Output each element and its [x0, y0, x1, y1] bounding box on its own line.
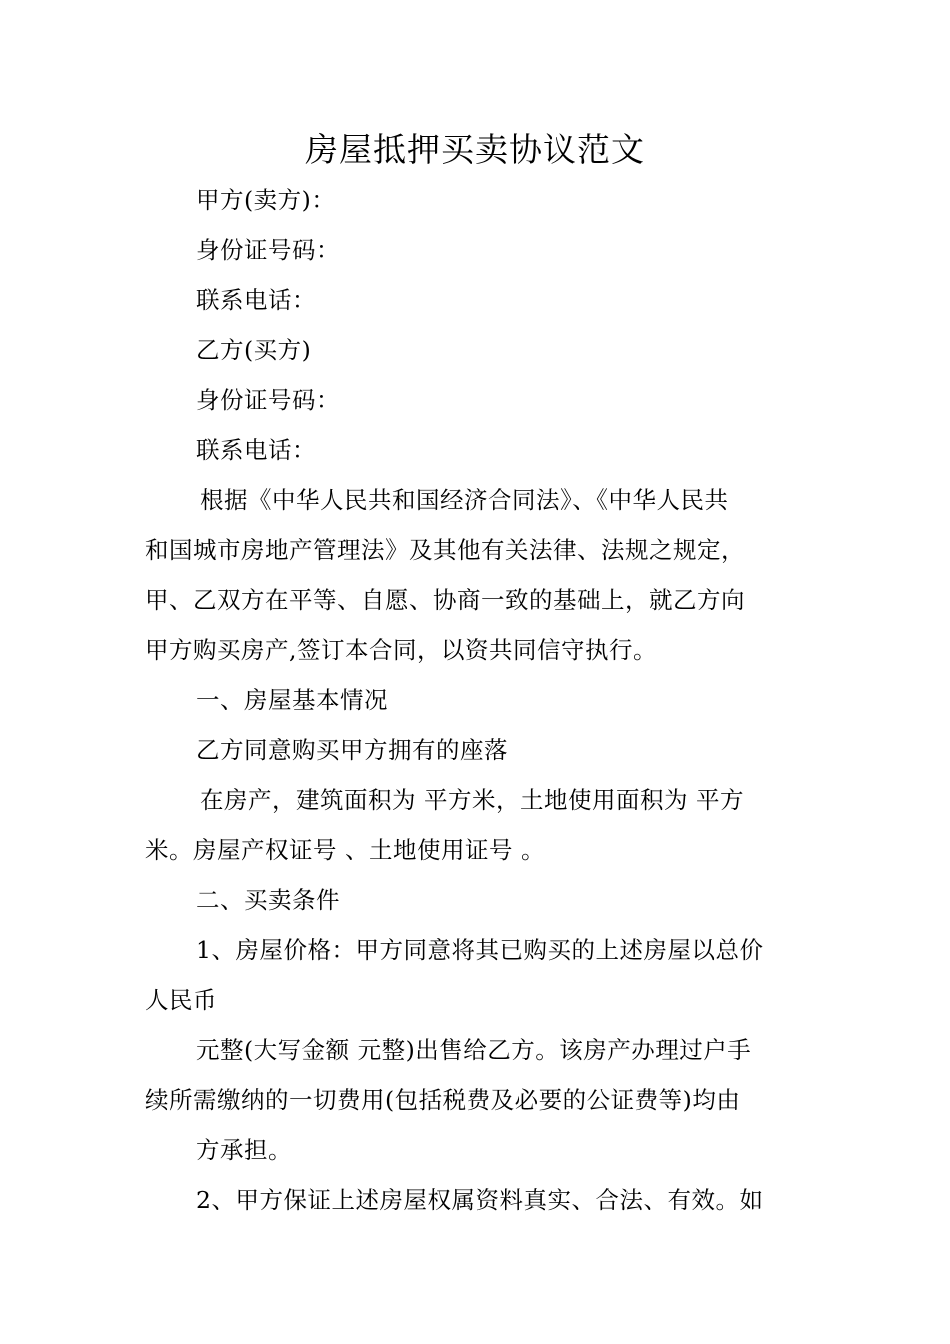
- party-a-id-label: 身份证号码：: [196, 236, 340, 264]
- preamble-line-1: 根据《中华人民共和国经济合同法》、《中华人民共: [200, 486, 729, 514]
- section-1-line-1: 乙方同意购买甲方拥有的座落: [196, 736, 508, 764]
- party-a-phone-label: 联系电话：: [196, 286, 316, 314]
- section-2-clause-1-line-3: 元整(大写金额 元整)出售给乙方。该房产办理过户手: [196, 1036, 752, 1064]
- party-b-phone-label: 联系电话：: [196, 436, 316, 464]
- document-title: 房屋抵押买卖协议范文: [305, 130, 645, 169]
- preamble-line-2: 和国城市房地产管理法》及其他有关法律、法规之规定，: [145, 536, 745, 564]
- section-1-line-3: 米。房屋产权证号 、土地使用证号 。: [145, 836, 545, 864]
- section-2-clause-2-line-1: 2、甲方保证上述房屋权属资料真实、合法、有效。如: [196, 1186, 764, 1214]
- section-1-line-2: 在房产，建筑面积为 平方米，土地使用面积为 平方: [200, 786, 744, 814]
- section-2-clause-1-line-1: 1、房屋价格：甲方同意将其已购买的上述房屋以总价: [196, 936, 764, 964]
- party-b-buyer-label: 乙方(买方): [196, 336, 312, 364]
- party-a-seller-label: 甲方(卖方)：: [196, 186, 336, 214]
- section-2-clause-1-line-4: 续所需缴纳的一切费用(包括税费及必要的公证费等)均由: [145, 1086, 741, 1114]
- section-2-clause-1-line-2: 人民币: [145, 986, 217, 1014]
- preamble-line-4: 甲方购买房产,签订本合同，以资共同信守执行。: [145, 636, 657, 664]
- section-2-clause-1-line-5: 方承担。: [196, 1136, 292, 1164]
- preamble-line-3: 甲、乙双方在平等、自愿、协商一致的基础上，就乙方向: [145, 586, 745, 614]
- section-heading-1: 一、房屋基本情况: [196, 686, 388, 714]
- section-heading-2: 二、买卖条件: [196, 886, 340, 914]
- party-b-id-label: 身份证号码：: [196, 386, 340, 414]
